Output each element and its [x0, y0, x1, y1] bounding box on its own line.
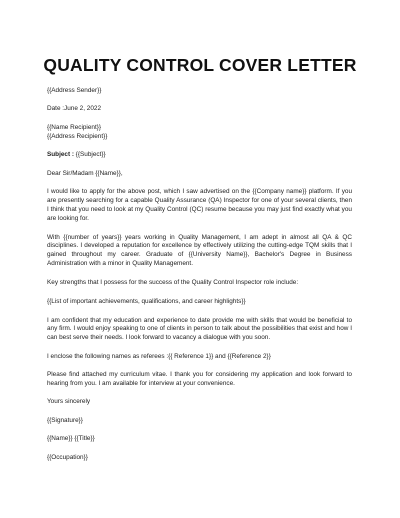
closing: Yours sincerely	[47, 398, 91, 406]
paragraph-attachment: Please find attached my curriculum vitae. I thank you for considering my application and look forward to hearing from you. I am available for interview at your convenience.	[47, 371, 352, 388]
paragraph-key-strengths: Key strengths that I possess for the success of the Quality Control Inspector role include:	[47, 279, 299, 287]
occupation-placeholder: {{Occupation}}	[47, 453, 88, 461]
sender-address: {{Address Sender}}	[47, 87, 102, 94]
recipient-address: {{Address Recipient}}	[47, 132, 108, 140]
recipient-name: {{Name Recipient}}	[47, 123, 102, 131]
subject-line	[47, 151, 352, 160]
name-title-placeholder: {{Name}} {{Title}}	[47, 435, 95, 443]
letter-date: Date :June 2, 2022	[47, 105, 102, 113]
paragraph-confidence: I am confident that my education and experience to date provide me with skills that would be beneficial to any firm. I would enjoy speaking to one of clients in person to talk about the possibilities that exist and how I can best serve their needs. I look forward to vacancy a dialogue with you soon.	[47, 316, 352, 342]
letter-body	[47, 87, 352, 463]
paragraph-references: I enclose the following names as referees :{{ Reference 1}} and {{Reference 2}}	[47, 352, 271, 360]
paragraph-experience: With {{number of years}} years working in Quality Management, I am adept in almost all QA & QC disciplines. I developed a reputation for excellence by effectively utilizing the cutting-edge TQM skills that I gained throughout my career. Graduate of {{University Name}}, Bachelor's Degree in Business Administration with a minor in Quality Management.	[47, 233, 352, 268]
letter-title: QUALITY CONTROL COVER LETTER	[43, 55, 357, 75]
subject-value: {{Subject}}	[74, 151, 106, 159]
salutation: Dear Sir/Madam {{Name}},	[47, 169, 123, 177]
paragraph-application: I would like to apply for the above post, which I saw advertised on the {{Company name}} platform. If you are presently searching for a capable Quality Assurance (QA) Inspector for one of your several clients, then I think that you need to look at my Quality Control (QC) resume because you may just find exactly what you are looking for.	[47, 187, 352, 222]
signature-placeholder: {{Signature}}	[47, 416, 83, 424]
subject-label: Subject :	[47, 151, 74, 159]
achievements-placeholder: {{List of important achievements, qualifications, and career highlights}}	[47, 297, 246, 305]
